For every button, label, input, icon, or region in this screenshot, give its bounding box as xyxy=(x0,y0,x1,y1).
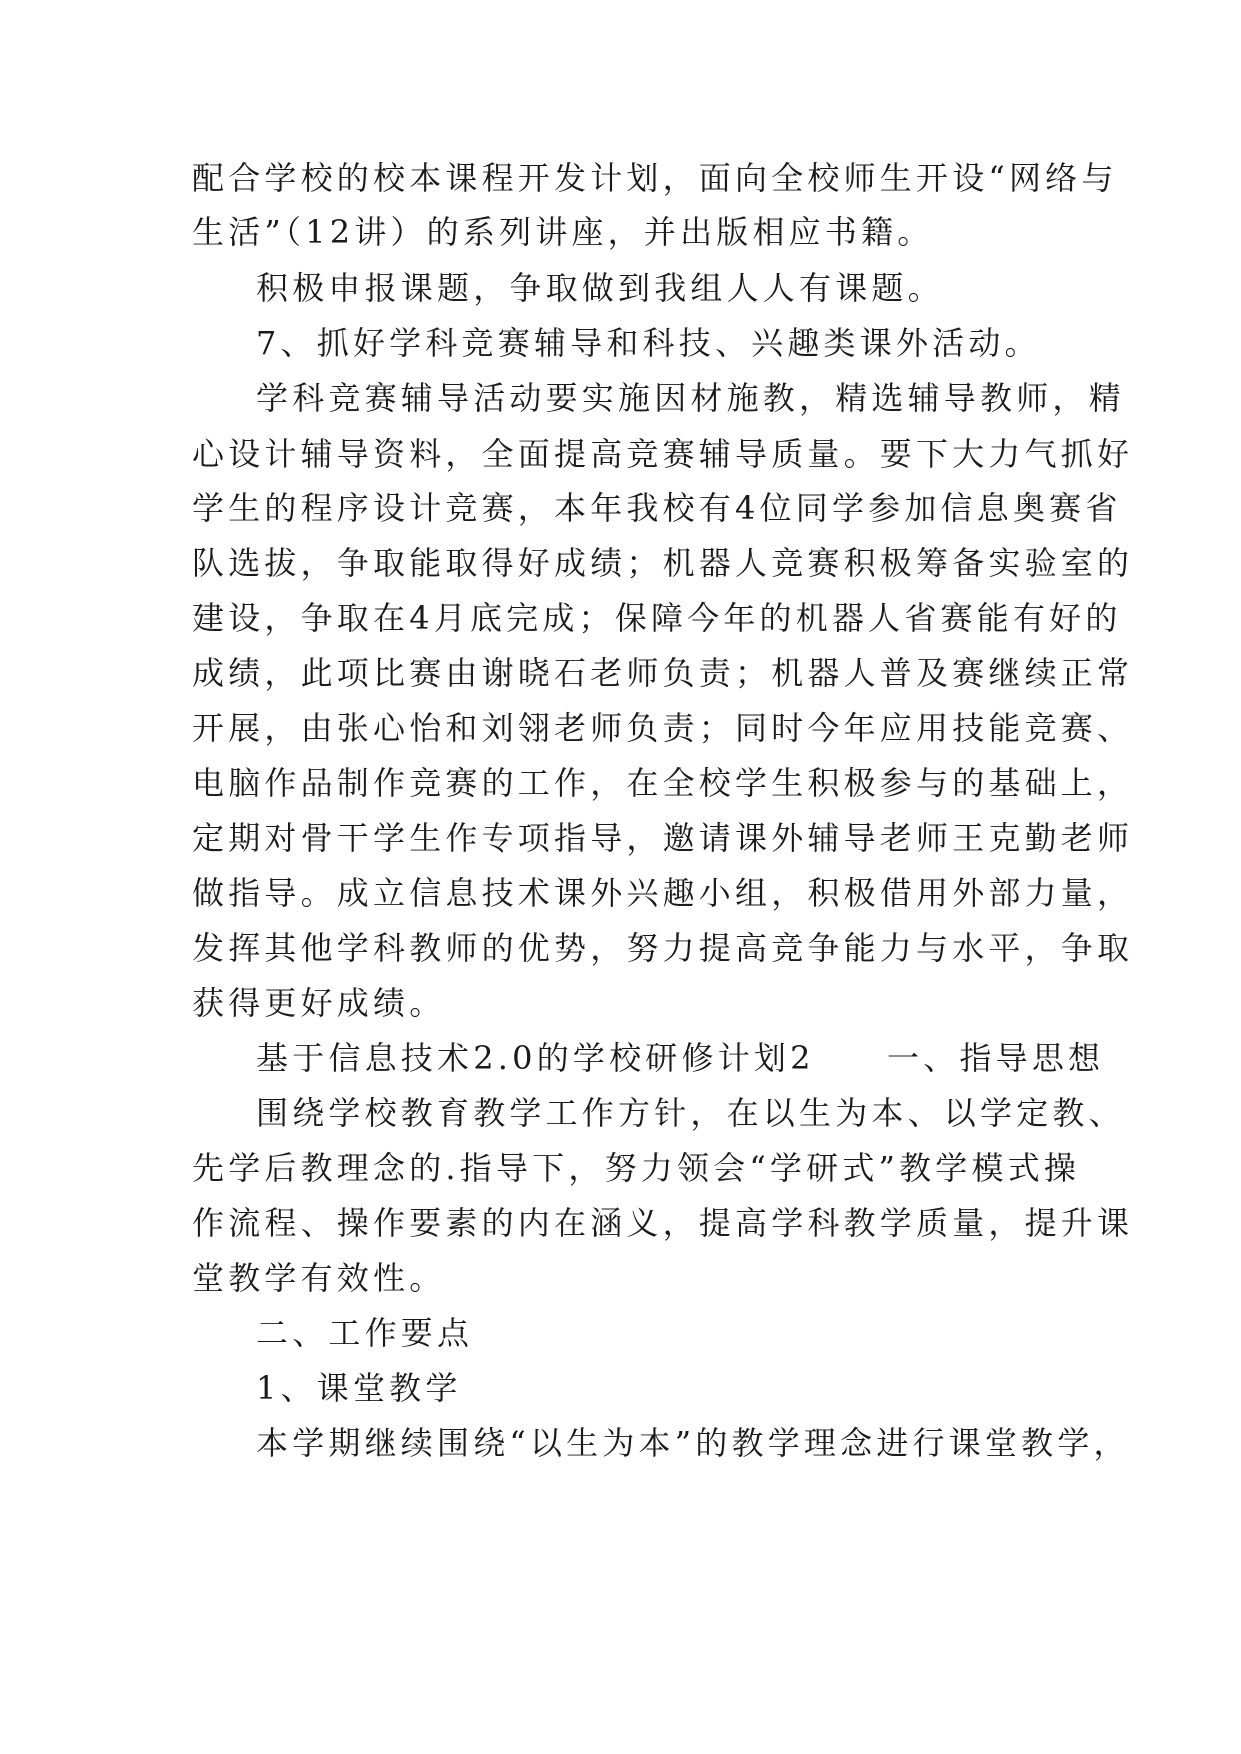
text-line: 发挥其他学科教师的优势，努力提高竞争能力与水平，争取 xyxy=(192,929,1134,967)
section-heading: 二、工作要点 xyxy=(256,1314,474,1352)
text-line: 学生的程序设计竞赛，本年我校有4位同学参加信息奥赛省 xyxy=(192,489,1122,527)
text-line: 堂教学有效性。 xyxy=(192,1259,446,1297)
text-line: 电脑作品制作竞赛的工作，在全校学生积极参与的基础上， xyxy=(192,764,1134,802)
text-line: 做指导。成立信息技术课外兴趣小组，积极借用外部力量， xyxy=(192,874,1134,912)
text-line: 建设，争取在4月底完成；保障今年的机器人省赛能有好的 xyxy=(192,599,1122,637)
text-line: 定期对骨干学生作专项指导，邀请课外辅导老师王克勤老师 xyxy=(192,819,1134,857)
text-line: 本学期继续围绕“以生为本”的教学理念进行课堂教学， xyxy=(256,1424,1130,1462)
text-line: 成绩，此项比赛由谢晓石老师负责；机器人普及赛继续正常 xyxy=(192,654,1134,692)
text-line: 队选拔，争取能取得好成绩；机器人竞赛积极筹备实验室的 xyxy=(192,544,1134,582)
text-line: 围绕学校教育教学工作方针，在以生为本、以学定教、 xyxy=(256,1094,1125,1132)
text-line: 生活”（12讲）的系列讲座，并出版相应书籍。 xyxy=(192,213,934,251)
text-line: 配合学校的校本课程开发计划，面向全校师生开设“网络与 xyxy=(192,159,1118,197)
text-line: 获得更好成绩。 xyxy=(192,984,446,1022)
text-line: 开展，由张心怡和刘翎老师负责；同时今年应用技能竞赛、 xyxy=(192,709,1134,747)
text-line: 7、抓好学科竞赛辅导和科技、兴趣类课外活动。 xyxy=(256,324,1041,362)
text-line: 心设计辅导资料，全面提高竞赛辅导质量。要下大力气抓好 xyxy=(192,435,1134,473)
text-line: 作流程、操作要素的内在涵义，提高学科教学质量，提升课 xyxy=(192,1204,1134,1242)
text-line: 积极申报课题，争取做到我组人人有课题。 xyxy=(256,269,944,307)
section-heading: 基于信息技术2.0的学校研修计划2 一、指导思想 xyxy=(256,1039,1105,1077)
subsection-heading: 1、课堂教学 xyxy=(256,1369,462,1407)
text-line: 学科竞赛辅导活动要实施因材施教，精选辅导教师，精 xyxy=(256,379,1125,417)
text-line: 先学后教理念的.指导下，努力领会“学研式”教学模式操 xyxy=(192,1149,1081,1187)
